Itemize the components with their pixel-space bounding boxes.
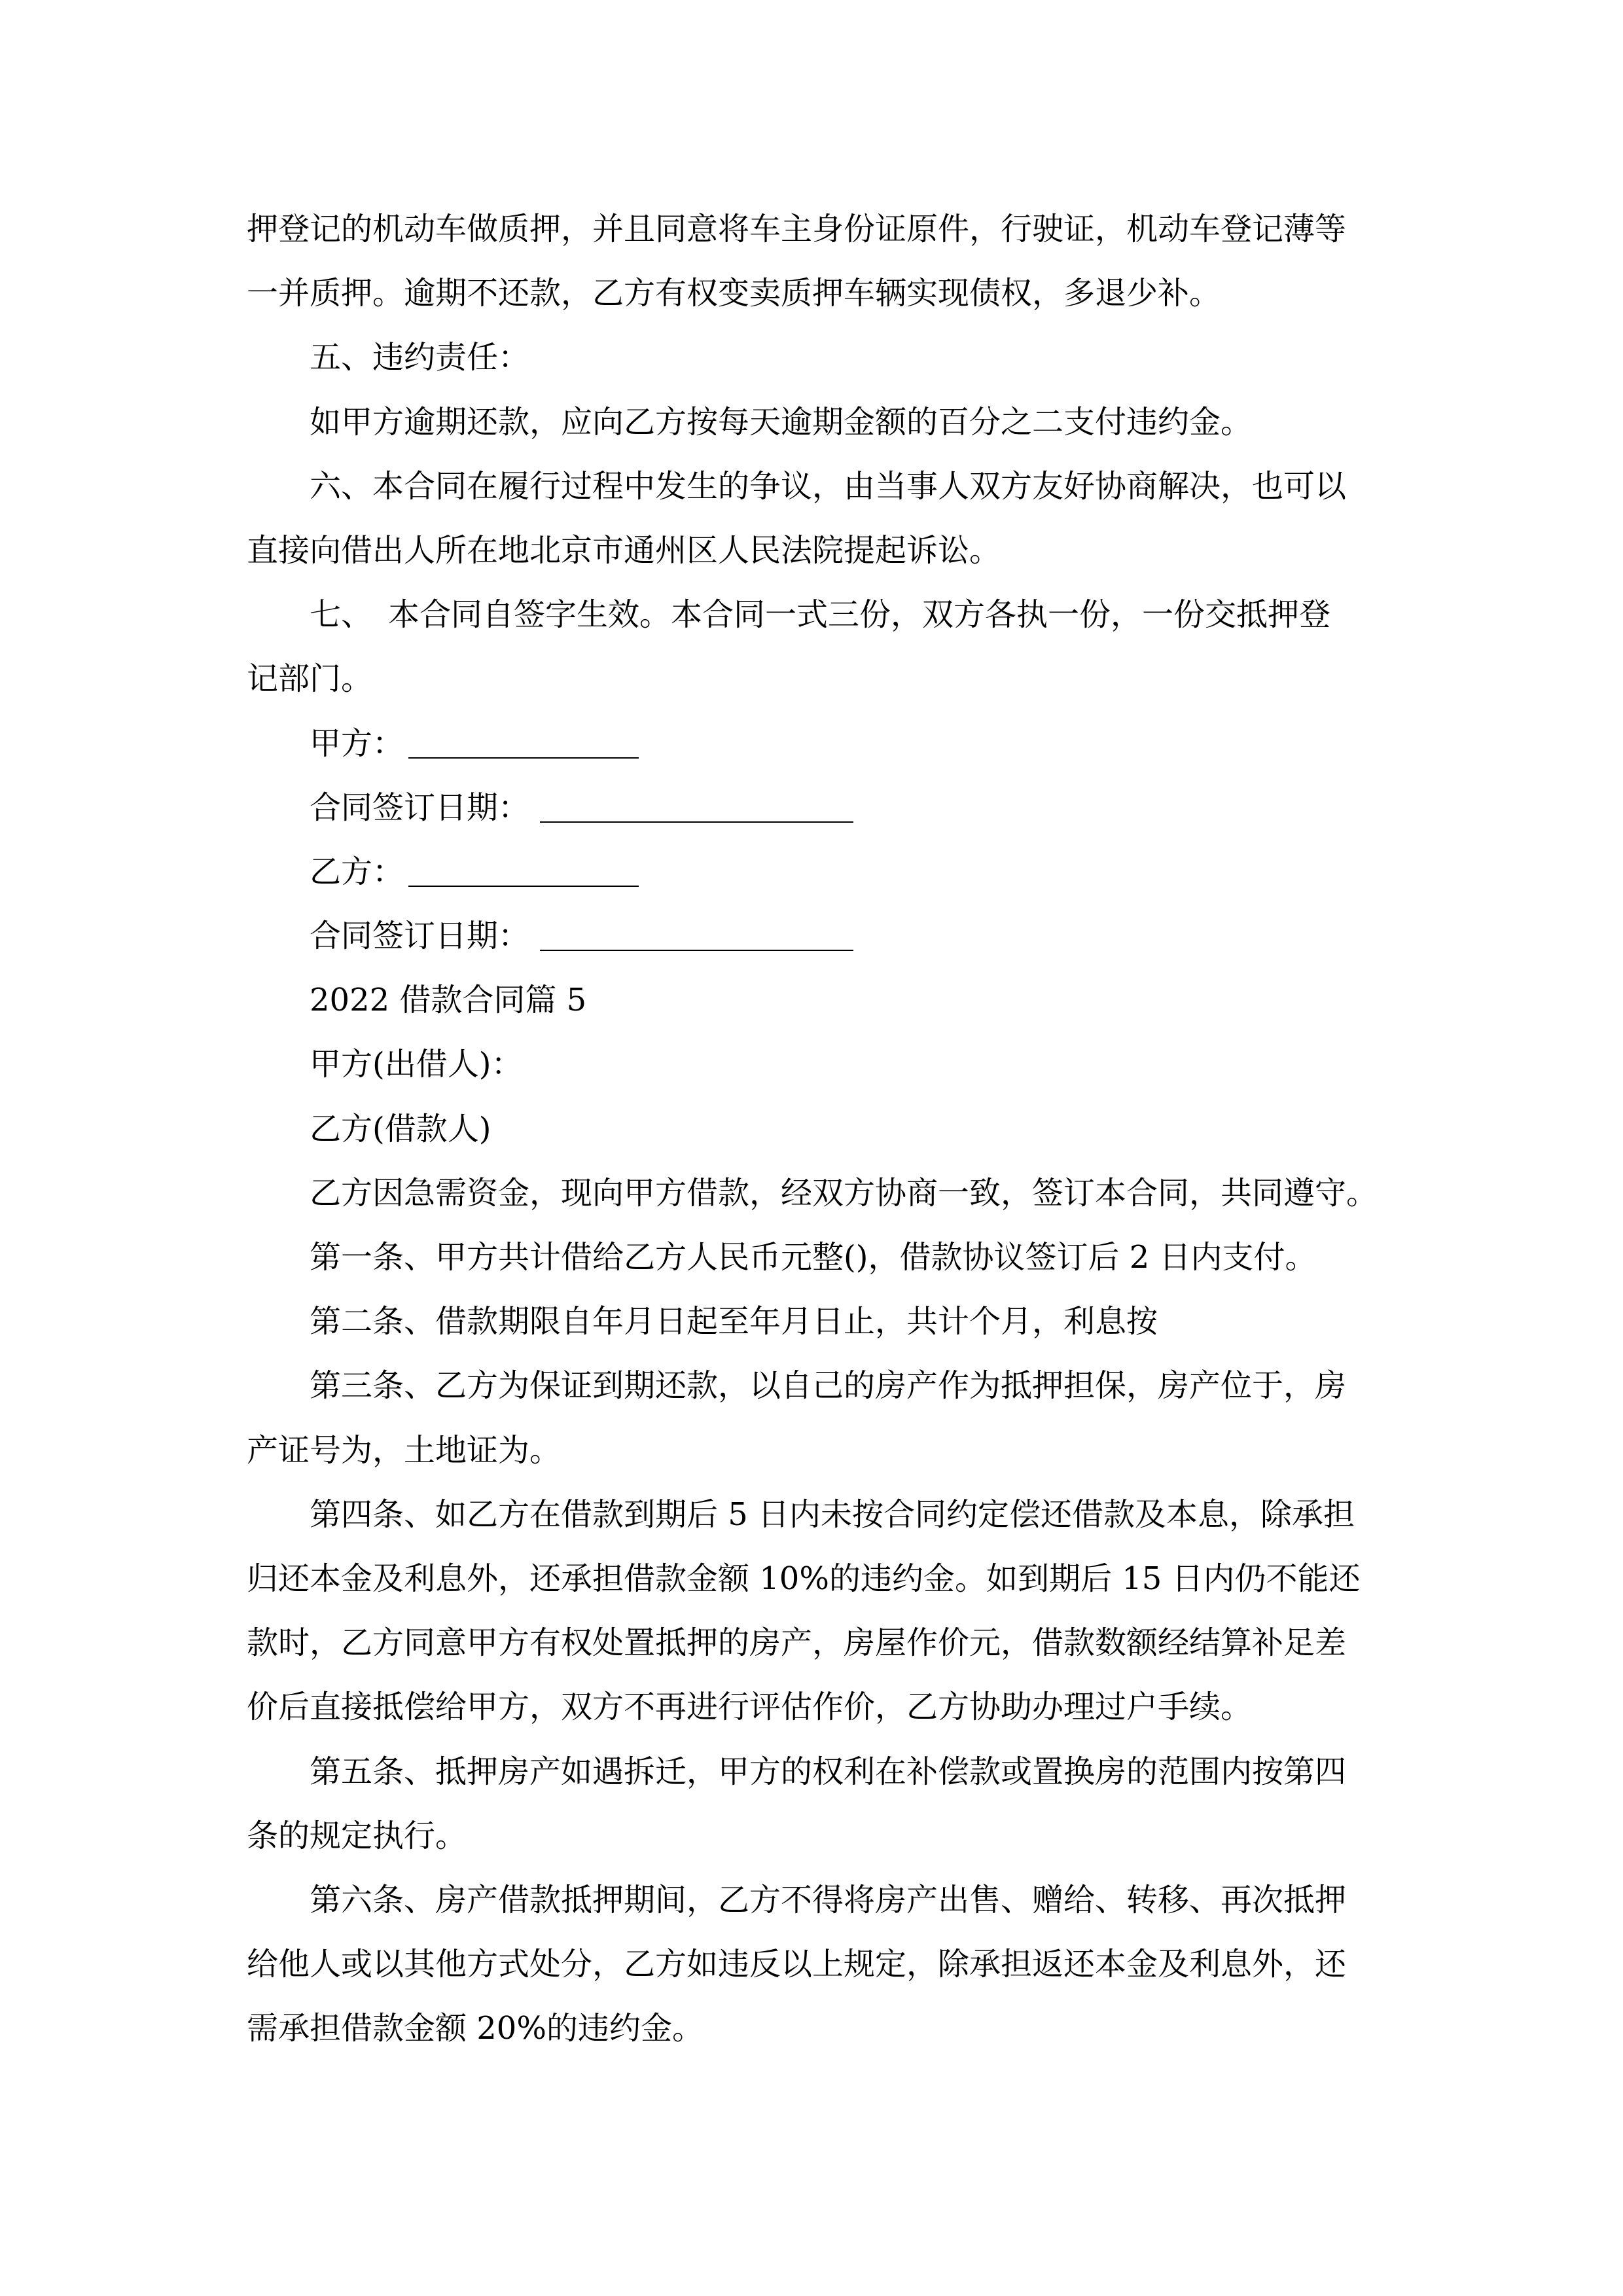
text-line: 如甲方逾期还款，应向乙方按每天逾期金额的百分之二支付违约金。 (310, 403, 1253, 440)
section-heading-breach-liability: 五、违约责任： (310, 339, 530, 376)
text-line: 第六条、房产借款抵押期间，乙方不得将房产出售、赠给、转移、再次抵押 (310, 1881, 1347, 1918)
text-line: 价后直接抵偿给甲方，双方不再进行评估作价，乙方协助办理过户手续。 (247, 1689, 1253, 1726)
signature-label: 甲方： (310, 725, 404, 762)
text-line: 第五条、抵押房产如遇拆迁，甲方的权利在补偿款或置换房的范围内按第四 (310, 1753, 1347, 1790)
text-line: 条的规定执行。 (247, 1817, 467, 1854)
text-line: 甲方(出借人)： (310, 1046, 523, 1083)
text-line: 押登记的机动车做质押，并且同意将车主身份证原件，行驶证，机动车登记薄等 (247, 211, 1347, 247)
signature-date-party-b (247, 904, 1379, 968)
text-line: 第二条、借款期限自年月日起至年月日止，共计个月，利息按 (310, 1303, 1158, 1340)
text-line: 直接向借出人所在地北京市通州区人民法院提起诉讼。 (247, 531, 1001, 569)
text-line: 第四条、如乙方在借款到期后 5 日内未按合同约定偿还借款及本息，除承担 (310, 1496, 1355, 1533)
document-body (247, 197, 1379, 2060)
text-line: 产证号为，土地证为。 (247, 1431, 562, 1469)
text-line: 六、本合同在履行过程中发生的争议，由当事人双方友好协商解决，也可以 (310, 467, 1347, 505)
text-line: 款时，乙方同意甲方有权处置抵押的房产，房屋作价元，借款数额经结算补足差 (247, 1624, 1347, 1662)
text-line: 归还本金及利息外，还承担借款金额 10%的违约金。如到期后 15 日内仍不能还 (247, 1560, 1361, 1597)
signature-blank-line[interactable] (540, 821, 853, 823)
text-line: 需承担借款金额 20%的违约金。 (247, 2010, 704, 2047)
signature-label: 乙方： (310, 853, 404, 890)
text-line: 第一条、甲方共计借给乙方人民币元整()，借款协议签订后 2 日内支付。 (310, 1239, 1317, 1276)
signature-label: 合同签订日期： (310, 918, 530, 955)
text-line: 乙方(借款人) (310, 1110, 491, 1147)
text-line: 乙方因急需资金，现向甲方借款，经双方协商一致，签订本合同，共同遵守。 (310, 1174, 1378, 1211)
text-line: 第三条、乙方为保证到期还款，以自己的房产作为抵押担保，房产位于，房 (310, 1367, 1347, 1405)
signature-label: 合同签订日期： (310, 789, 530, 826)
signature-party-b (247, 840, 1379, 904)
signature-blank-line[interactable] (408, 757, 639, 759)
signature-blank-line[interactable] (540, 950, 853, 951)
text-line: 七、 本合同自签字生效。本合同一式三份，双方各执一份，一份交抵押登 (310, 596, 1331, 634)
signature-party-a (247, 711, 1379, 776)
section-title: 2022 借款合同篇 5 (310, 982, 587, 1019)
signature-blank-line[interactable] (408, 886, 639, 887)
text-line: 一并质押。逾期不还款，乙方有权变卖质押车辆实现债权，多退少补。 (247, 275, 1221, 312)
text-line: 给他人或以其他方式处分，乙方如违反以上规定，除承担返还本金及利息外，还 (247, 1946, 1347, 1983)
signature-date-party-a (247, 776, 1379, 840)
text-line: 记部门。 (247, 660, 373, 698)
